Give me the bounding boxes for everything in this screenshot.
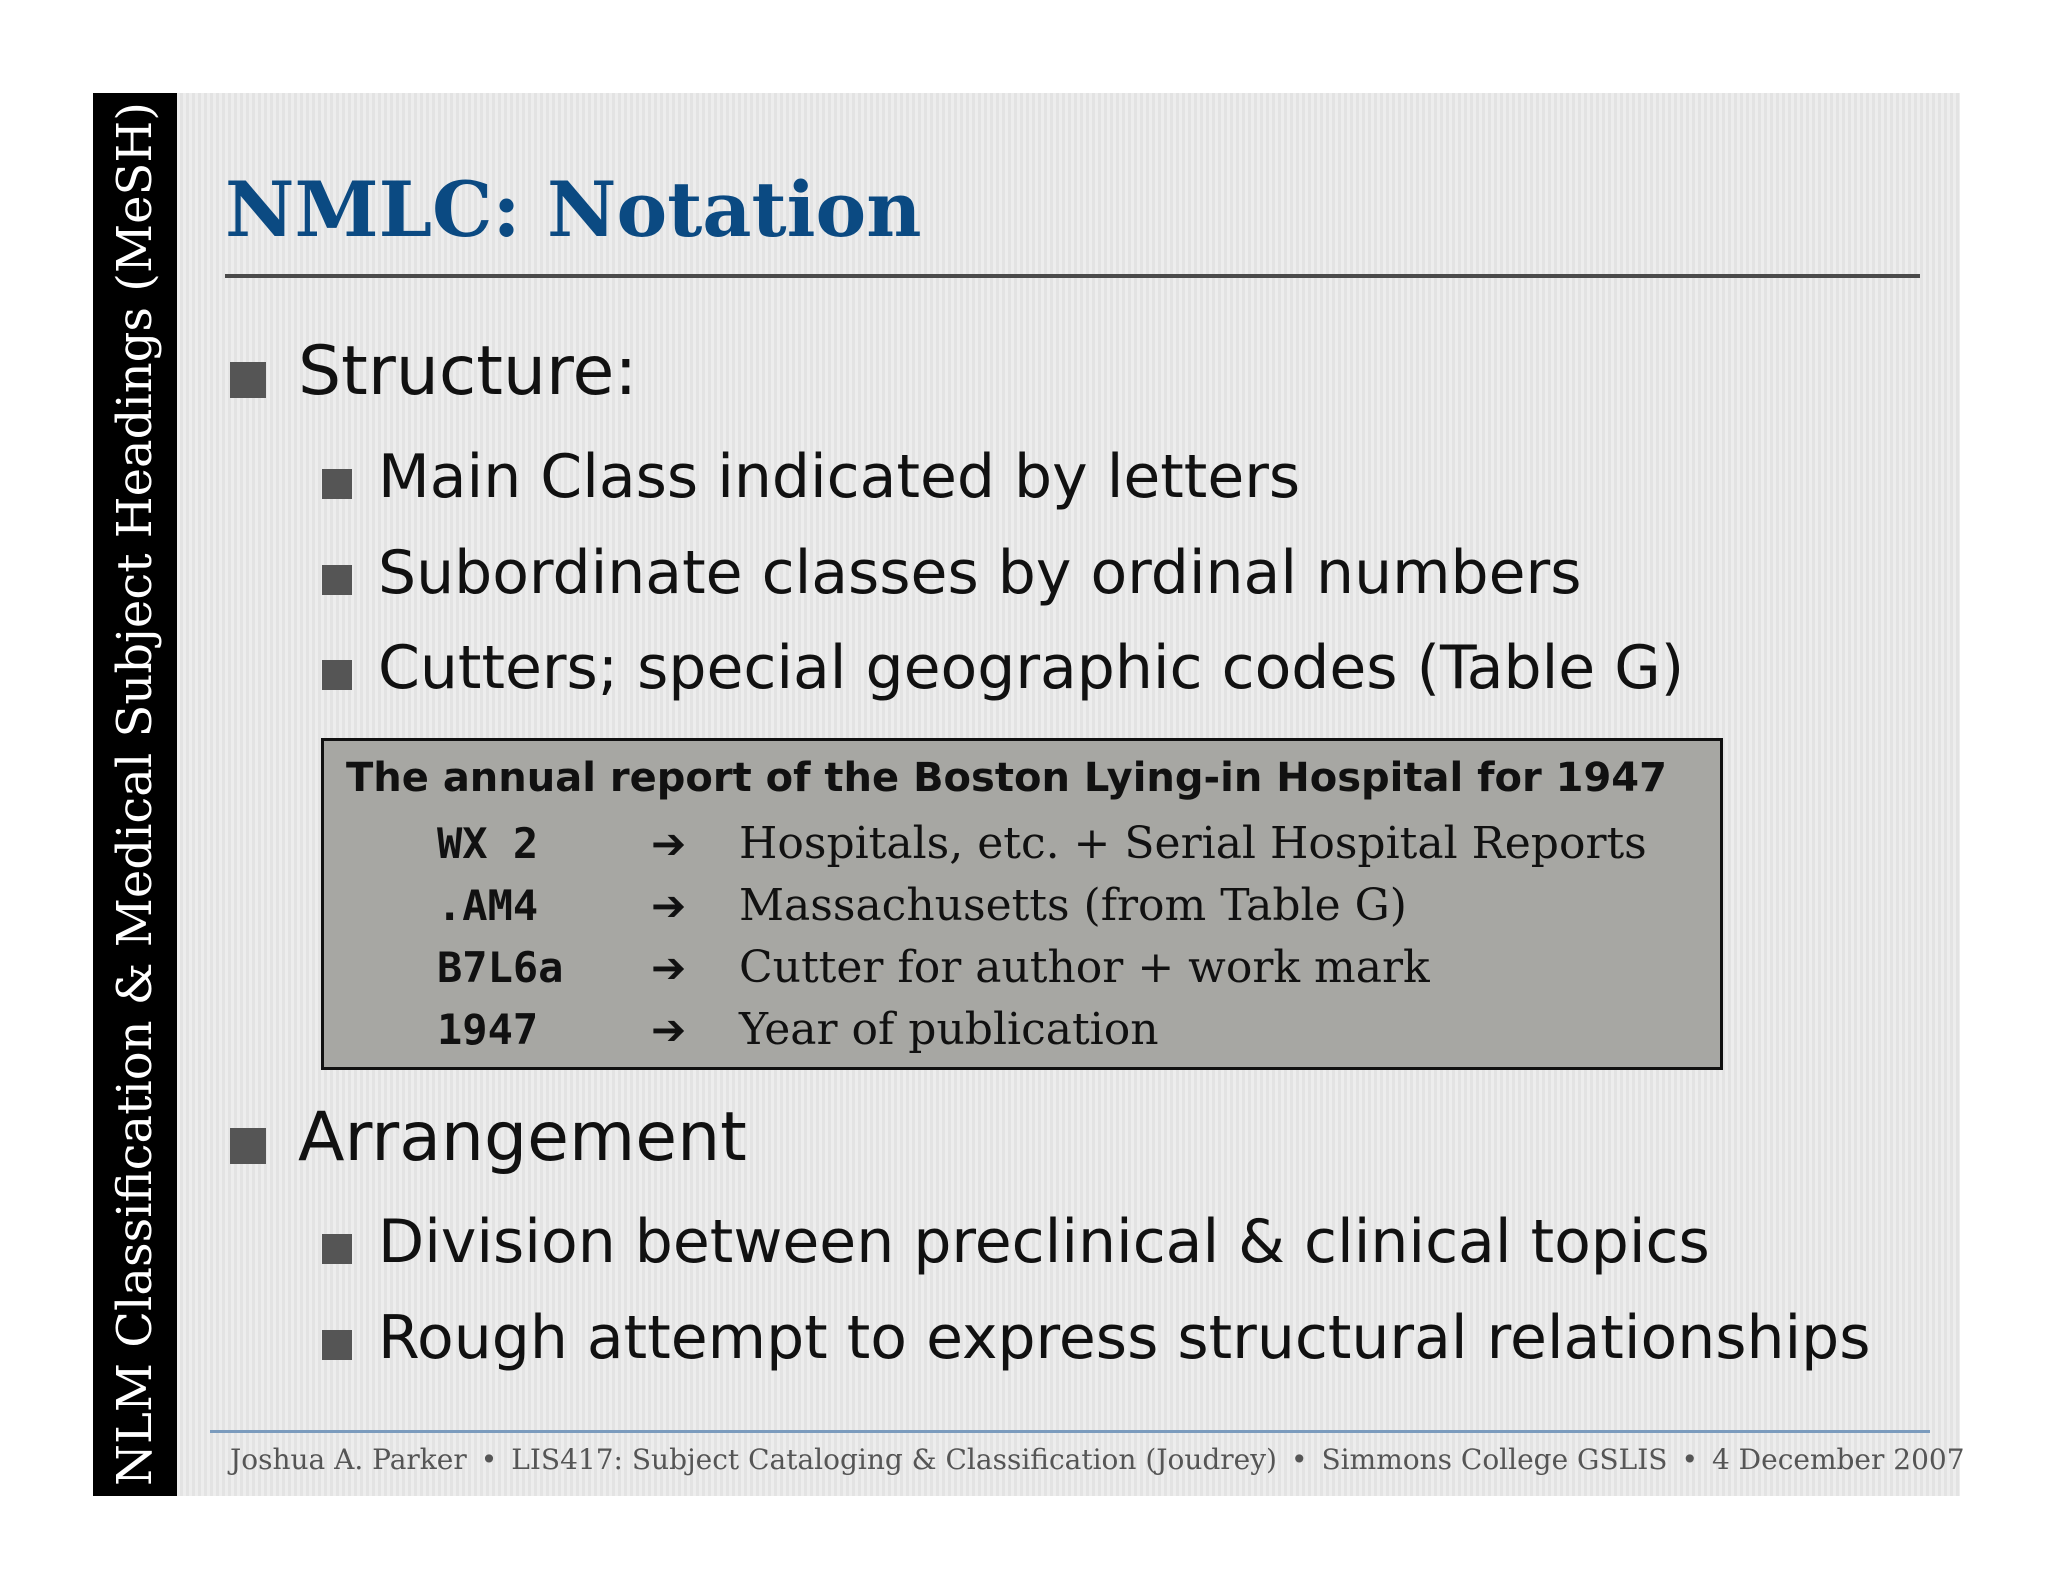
bullet-text: Cutters; special geographic codes (Table G)	[378, 633, 1685, 703]
notation-row	[324, 876, 1720, 936]
square-bullet-icon	[322, 565, 352, 595]
square-bullet-icon	[322, 469, 352, 499]
footer-separator: •	[1681, 1443, 1698, 1476]
square-bullet-icon	[230, 1128, 266, 1164]
sub-bullet	[378, 1302, 1871, 1374]
sub-bullet	[378, 441, 1300, 513]
side-label: NLM Classification & Medical Subject Headings (MeSH)	[107, 101, 163, 1487]
notation-meaning: Hospitals, etc. + Serial Hospital Reports	[739, 818, 1647, 869]
footer-date: 4 December 2007	[1711, 1443, 1965, 1476]
title-divider	[225, 274, 1920, 278]
notation-code: B7L6a	[437, 943, 564, 992]
bullet-text: Rough attempt to express structural relationships	[378, 1303, 1871, 1373]
call-number-example-box	[321, 738, 1723, 1070]
example-title: The annual report of the Boston Lying-in Hospital for 1947	[346, 755, 1667, 801]
notation-row	[324, 938, 1720, 998]
bullet-arrangement	[298, 1098, 747, 1178]
bullet-structure	[298, 332, 637, 412]
bullet-text: Main Class indicated by letters	[378, 442, 1301, 512]
right-arrow-icon: ➔	[651, 1005, 687, 1054]
notation-meaning: Year of publication	[739, 1004, 1159, 1055]
right-arrow-icon: ➔	[651, 819, 687, 868]
sub-bullet	[378, 1206, 1710, 1278]
notation-row	[324, 814, 1720, 874]
footer-institution: Simmons College GSLIS	[1321, 1443, 1668, 1476]
bullet-text: Subordinate classes by ordinal numbers	[378, 538, 1582, 608]
sub-bullet	[378, 632, 1684, 704]
footer-separator: •	[1290, 1443, 1308, 1476]
footer-author: Joshua A. Parker	[230, 1443, 467, 1476]
notation-code: .AM4	[437, 881, 539, 930]
footer-course: LIS417: Subject Cataloging & Classification (Joudrey)	[511, 1443, 1277, 1476]
footer-divider	[210, 1430, 1930, 1433]
bullet-text: Division between preclinical & clinical topics	[378, 1207, 1710, 1277]
bullet-text: Arrangement	[298, 1098, 747, 1177]
right-arrow-icon: ➔	[651, 881, 687, 930]
square-bullet-icon	[322, 660, 352, 690]
notation-meaning: Cutter for author + work mark	[739, 942, 1430, 993]
notation-code: 1947	[437, 1005, 539, 1054]
notation-meaning: Massachusetts (from Table G)	[739, 880, 1407, 931]
notation-code: WX 2	[437, 819, 539, 868]
footer-separator: •	[480, 1443, 498, 1476]
slide-title: NMLC: Notation	[225, 165, 922, 254]
square-bullet-icon	[230, 362, 266, 398]
bullet-text: Structure:	[298, 332, 638, 411]
sub-bullet	[378, 537, 1582, 609]
square-bullet-icon	[322, 1234, 352, 1264]
right-arrow-icon: ➔	[651, 943, 687, 992]
footer	[230, 1442, 1965, 1478]
notation-row	[324, 1000, 1720, 1060]
square-bullet-icon	[322, 1330, 352, 1360]
